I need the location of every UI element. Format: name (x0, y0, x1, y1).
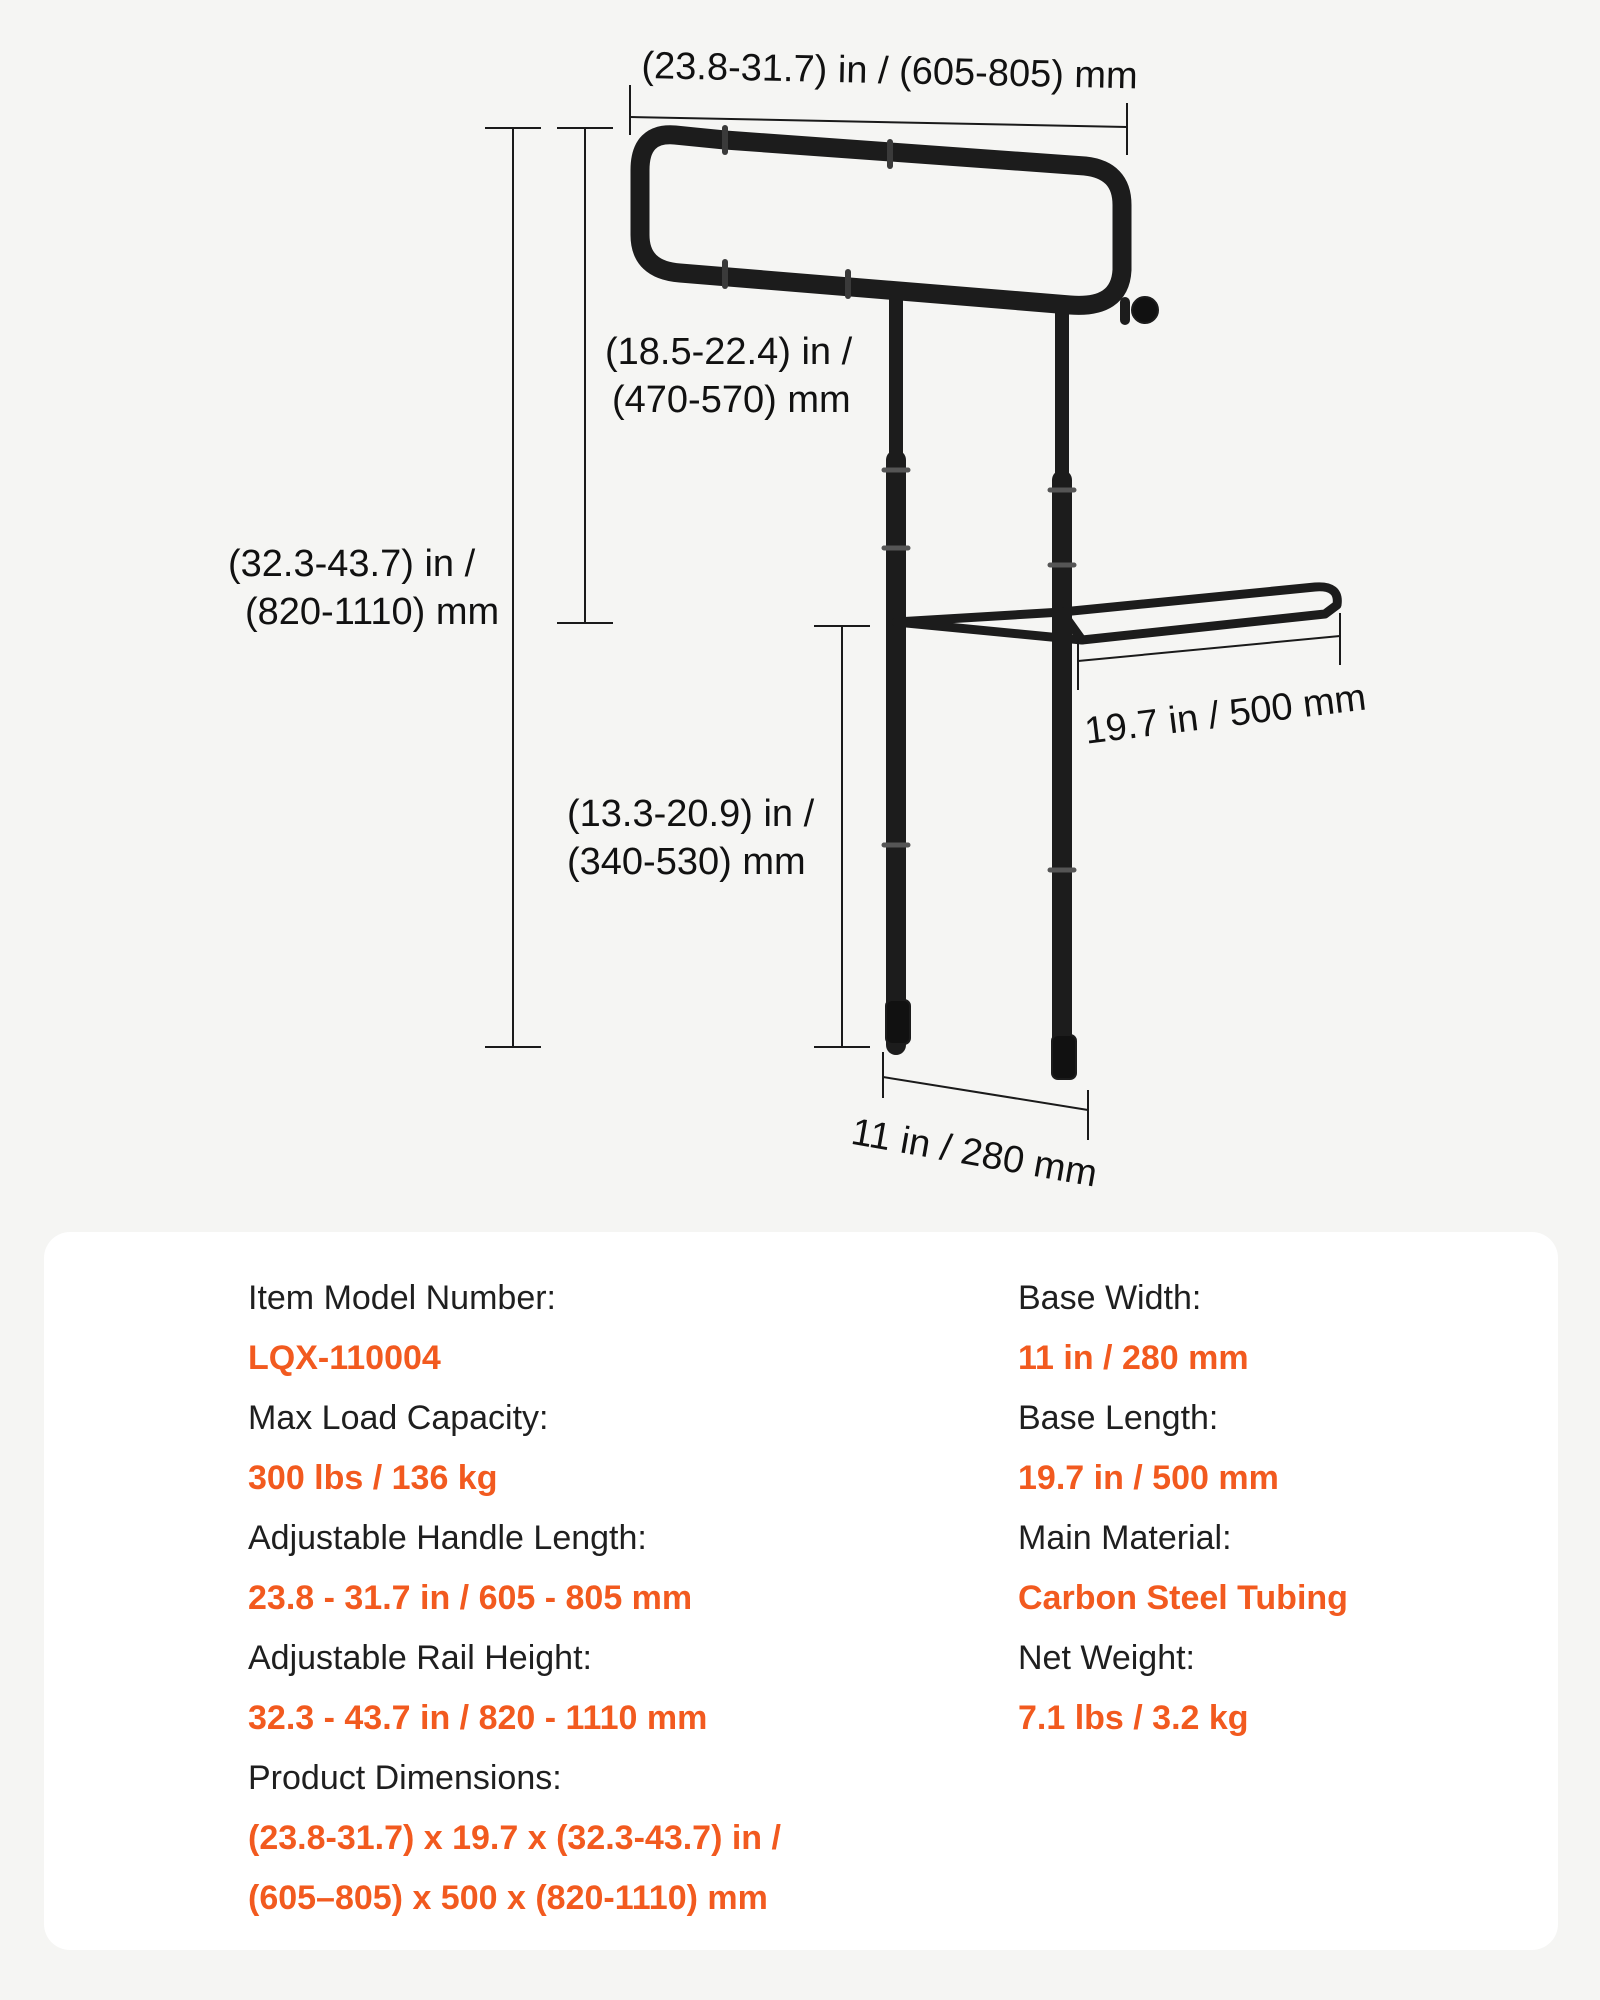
base-width-label: 11 in / 280 mm (848, 1110, 1101, 1196)
spec-label-base-length: Base Length: (1018, 1399, 1219, 1437)
upper-height-label-line2: (470-570) mm (612, 379, 851, 421)
handle-length-label: (23.8-31.7) in / (605-805) mm (641, 44, 1139, 98)
lower-height-label-line1: (13.3-20.9) in / (567, 793, 815, 835)
spec-label-net-weight: Net Weight: (1018, 1639, 1196, 1677)
spec-value-material: Carbon Steel Tubing (1018, 1579, 1348, 1617)
spec-value-base-length: 19.7 in / 500 mm (1018, 1459, 1279, 1497)
spec-label-base-width: Base Width: (1018, 1279, 1202, 1317)
spec-label-dimensions: Product Dimensions: (248, 1759, 562, 1797)
spec-value-net-weight: 7.1 lbs / 3.2 kg (1018, 1699, 1249, 1737)
spec-value-base-width: 11 in / 280 mm (1018, 1339, 1249, 1377)
spec-value-model: LQX-110004 (248, 1339, 441, 1377)
base-length-label: 19.7 in / 500 mm (1082, 676, 1369, 753)
spec-value-load: 300 lbs / 136 kg (248, 1459, 498, 1497)
total-height-label-line2: (820-1110) mm (245, 591, 500, 633)
spec-value-dimensions-in: (23.8-31.7) x 19.7 x (32.3-43.7) in / (248, 1819, 781, 1857)
specifications-panel (44, 1232, 1558, 1950)
spec-label-handle-length: Adjustable Handle Length: (248, 1519, 647, 1557)
lower-height-label-line2: (340-530) mm (567, 841, 806, 883)
upper-height-label-line1: (18.5-22.4) in / (605, 331, 853, 373)
specs-right-column (1018, 1268, 1348, 1748)
spec-value-dimensions-mm: (605–805) x 500 x (820-1110) mm (248, 1879, 768, 1917)
spec-label-model: Item Model Number: (248, 1279, 556, 1317)
spec-label-material: Main Material: (1018, 1519, 1232, 1557)
spec-value-handle-length: 23.8 - 31.7 in / 605 - 805 mm (248, 1579, 693, 1617)
total-height-label-line1: (32.3-43.7) in / (228, 543, 476, 585)
spec-label-load: Max Load Capacity: (248, 1399, 549, 1437)
spec-value-rail-height: 32.3 - 43.7 in / 820 - 1110 mm (248, 1699, 708, 1737)
specs-left-column (248, 1268, 781, 1928)
spec-label-rail-height: Adjustable Rail Height: (248, 1639, 592, 1677)
